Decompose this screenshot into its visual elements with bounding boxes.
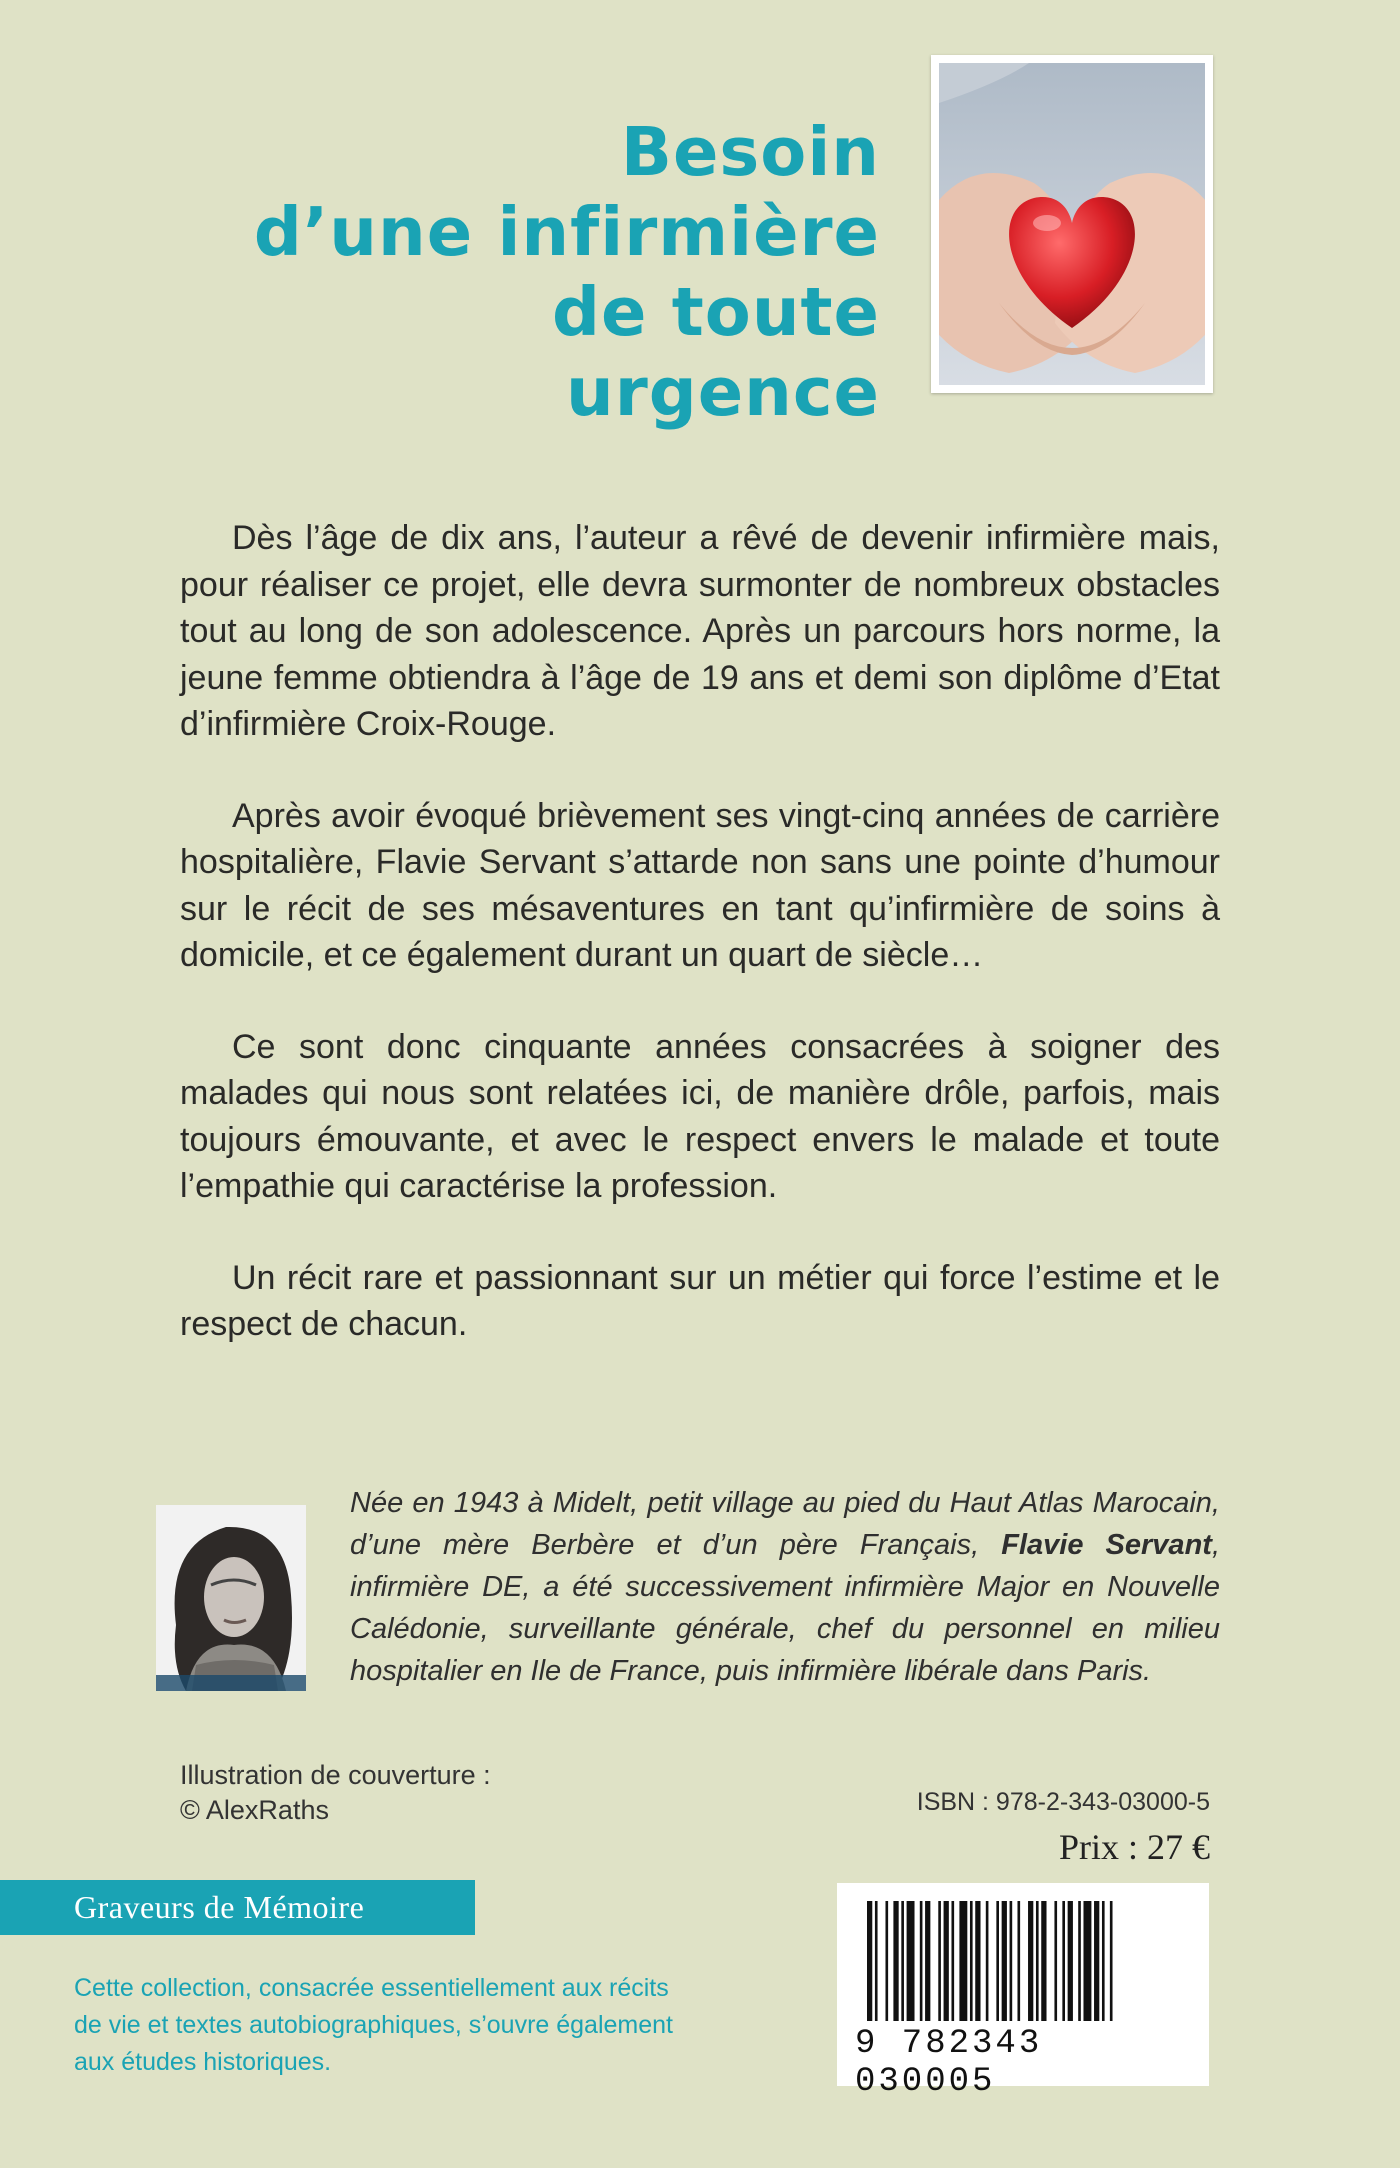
barcode-bars-icon — [855, 1901, 1191, 2021]
heart-in-hands-photo-icon — [939, 63, 1205, 385]
summary-paragraph-3: Ce sont donc cinquante années consacrées à soigner des malades qui nous sont relatées ici, de manière drôle, parfois, mais toujours émouvante, et avec le respect envers le malade et toute l’empathie qui caractérise la profession. — [180, 1027, 1220, 1205]
title-line-3: de toute urgence — [552, 273, 880, 431]
book-title — [220, 112, 880, 432]
credit-value: © AlexRaths — [180, 1795, 329, 1825]
author-bio — [350, 1482, 1220, 1692]
summary-paragraph-4: Un récit rare et passionnant sur un métier qui force l’estime et le respect de chacun. — [180, 1258, 1220, 1343]
collection-name: Graveurs de Mémoire — [74, 1889, 365, 1925]
barcode — [837, 1883, 1209, 2101]
summary-paragraph-1: Dès l’âge de dix ans, l’auteur a rêvé de devenir infirmière mais, pour réaliser ce projet, elle devra surmonter de nombreux obstacles tout au long de son adolescence. Après un parcours hors norme, la jeune femme obtiendra à l’âge de 19 ans et demi son diplôme d’Etat d’infirmière Croix-Rouge. — [180, 519, 1220, 743]
author-bio-intro: Née en 1943 à Midelt, petit village au pied du Haut Atlas Marocain, d’une mère Berbère et d’un père Français, — [350, 1487, 1220, 1561]
illustration-credit — [180, 1758, 491, 1828]
price: Prix : 27 € — [1058, 1827, 1210, 1867]
barcode-digits: 9 782343 030005 — [855, 2025, 1043, 2101]
title-line-2: d’une infirmière — [253, 193, 880, 271]
summary-paragraph-2: Après avoir évoqué brièvement ses vingt-cinq années de carrière hospitalière, Flavie Servant s’attarde non sans une pointe d’humour sur le récit de ses mésaventures en tant qu’infirmière de soins à domicile, et ce également durant un quart de siècle… — [180, 796, 1220, 974]
credit-label: Illustration de couverture : — [180, 1760, 491, 1790]
author-name: Flavie Servant — [1001, 1529, 1212, 1561]
cover-photo — [931, 55, 1213, 393]
title-line-1: Besoin — [620, 113, 880, 191]
isbn: ISBN : 978-2-343-03000-5 — [916, 1788, 1210, 1816]
author-bio-career: , infirmière DE, a été successivement infirmière Major en Nouvelle Calédonie, surveillante générale, chef du personnel en milieu hospitalier en Ile de France, puis infirmière libérale dans Paris. — [350, 1529, 1220, 1687]
author-photo-icon — [156, 1505, 306, 1691]
collection-description: Cette collection, consacrée essentiellement aux récits de vie et textes autobiographiques, s’ouvre également aux études historiques. — [74, 1974, 673, 2076]
summary-text — [180, 515, 1220, 1393]
author-portrait — [156, 1505, 306, 1691]
collection-banner — [0, 1880, 475, 1935]
